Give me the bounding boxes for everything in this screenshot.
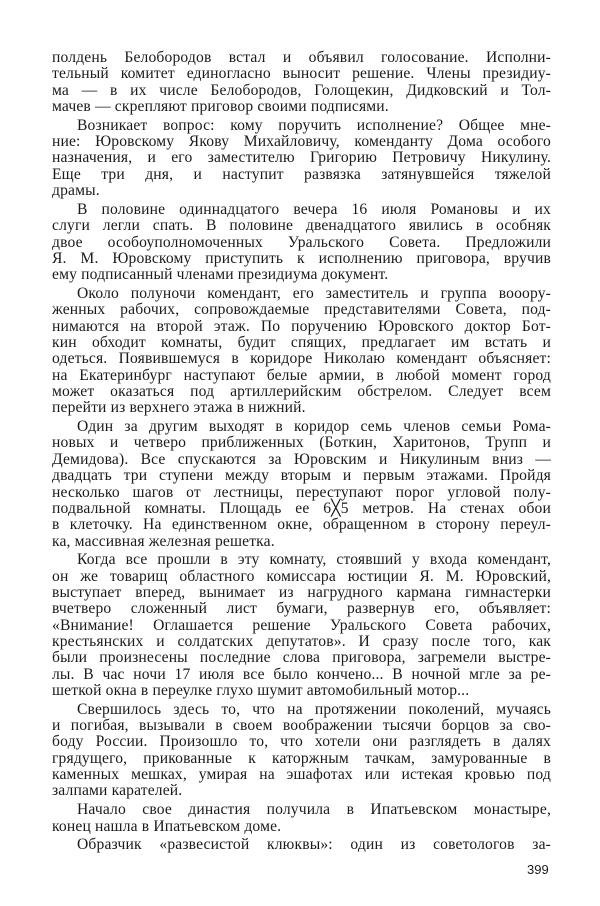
text-line-content: были произнесены последние слова приговора, загремели выстре- xyxy=(52,649,551,667)
text-line-content: ние: Юровскому Якову Михайловичу, коменданту Дома особого xyxy=(52,133,551,151)
text-line-content: кин обходит комнаты, будит спящих, предлагает им встать и xyxy=(52,334,551,352)
text-line-content: двадцать три ступени между вторым и первым этажами. Пройдя xyxy=(52,467,551,485)
text-line-content: ма — в их числе Белобородов, Голощекин, Дидковский и Тол- xyxy=(52,81,551,99)
page-body xyxy=(52,50,551,856)
text-line-content: шеткой окна в переулке глухо шумит автомобильный мотор... xyxy=(52,682,470,700)
text-line-content: Еще три дня, и наступит развязка затянувшейся тяжелой xyxy=(52,165,551,183)
text-line xyxy=(52,601,551,617)
text-line-content: каменных мешках, умирая на эшафотах или истекая кровью под xyxy=(52,766,551,784)
text-line-content: вчетверо сложенный лист бумаги, развернув его, объявляет: xyxy=(52,600,551,618)
text-line xyxy=(52,485,551,501)
text-line xyxy=(52,183,551,199)
text-line-content: ему подписанный членами президиума документ. xyxy=(52,266,389,284)
paragraph xyxy=(52,802,551,835)
text-line xyxy=(52,468,551,484)
paragraph xyxy=(52,837,551,853)
text-line-content: новых и четверо приближенных (Боткин, Харитонов, Трупп и xyxy=(52,434,551,452)
text-line xyxy=(52,501,551,517)
text-line-content: Начало свое династия получила в Ипатьевском монастыре, xyxy=(77,801,551,819)
text-line xyxy=(52,134,551,150)
text-line-content: он же товарищ областного комиссара юстиции Я. М. Юровский, xyxy=(52,567,551,585)
text-line xyxy=(52,50,551,66)
text-line xyxy=(52,368,551,384)
paragraph xyxy=(52,702,551,800)
text-line-content: Один за другим выходят в коридор семь членов семьи Рома- xyxy=(77,418,551,436)
text-line xyxy=(52,302,551,318)
text-line xyxy=(52,837,551,853)
text-line xyxy=(52,783,551,799)
text-line xyxy=(52,251,551,267)
text-line xyxy=(52,569,551,585)
text-line-content: назначения, и его заместителю Григорию Петровичу Никулину. xyxy=(52,149,551,167)
text-line-content: женных рабочих, сопровождаемые представителями Совета, под- xyxy=(52,301,551,319)
text-line xyxy=(52,650,551,666)
text-line xyxy=(52,702,551,718)
text-line xyxy=(52,534,551,550)
paragraph xyxy=(52,419,551,550)
text-line-content: драмы. xyxy=(52,182,100,200)
text-line xyxy=(52,734,551,750)
text-line xyxy=(52,267,551,283)
text-line xyxy=(52,319,551,335)
text-line xyxy=(52,767,551,783)
text-line-content: и погибая, вызывали в своем воображении тысячи борцов за сво- xyxy=(52,717,551,735)
text-line-content: тельный комитет единогласно выносит решение. Члены президиу- xyxy=(52,65,551,83)
paragraph xyxy=(52,552,551,699)
text-line-content: в клеточку. На единственном окне, обращенном в сторону переул- xyxy=(52,516,551,534)
text-line xyxy=(52,802,551,818)
text-line-content: Образчик «развесистой клюквы»: один из советологов за- xyxy=(77,836,551,854)
text-line xyxy=(52,335,551,351)
text-line-content: боду России. Произошло то, что хотели они разглядеть в далях xyxy=(52,733,551,751)
text-line-content: подвальной комнаты. Площадь ее 6╳5 метров. На стенах обои xyxy=(52,499,551,517)
text-line xyxy=(52,751,551,767)
text-line xyxy=(52,150,551,166)
text-line-content: лы. В час ночи 17 июля все было кончено... В ночной мгле за ре- xyxy=(52,665,551,683)
text-line-content: одеться. Появившемуся в коридоре Николаю комендант объясняет: xyxy=(52,350,551,368)
text-line-content: конец нашла в Ипатьевском доме. xyxy=(52,817,282,835)
text-line xyxy=(52,667,551,683)
paragraph xyxy=(52,50,551,115)
text-line xyxy=(52,400,551,416)
text-line-content: несколько шагов от лестницы, переступают порог угловой полу- xyxy=(52,483,551,501)
text-line xyxy=(52,99,551,115)
text-line xyxy=(52,634,551,650)
text-line xyxy=(52,235,551,251)
text-line-content: перейти из верхнего этажа в нижний. xyxy=(52,399,306,417)
text-line-content: Возникает вопрос: кому поручить исполнение? Общее мне- xyxy=(77,116,551,134)
text-line xyxy=(52,552,551,568)
text-line xyxy=(52,718,551,734)
text-line xyxy=(52,218,551,234)
text-line xyxy=(52,66,551,82)
text-line xyxy=(52,286,551,302)
text-line-content: «Внимание! Оглашается решение Уральского Совета рабочих, xyxy=(52,616,551,634)
text-line xyxy=(52,683,551,699)
text-line xyxy=(52,618,551,634)
text-line xyxy=(52,585,551,601)
text-line xyxy=(52,202,551,218)
text-line-content: слуги легли спать. В половине двенадцатого явились в особняк xyxy=(52,217,551,235)
text-line xyxy=(52,819,551,835)
text-line xyxy=(52,517,551,533)
text-line-content: В половине одиннадцатого вечера 16 июля Романовы и их xyxy=(77,200,551,218)
text-line-content: нимаются на второй этаж. По поручению Юровского доктор Бот- xyxy=(52,317,551,335)
text-line-content: крестьянских и солдатских депутатов». И сразу после того, как xyxy=(52,632,551,650)
paragraph xyxy=(52,286,551,417)
text-line-content: грядущего, прикованные к каторжным тачкам, замурованные в xyxy=(52,749,551,767)
text-line-content: Около полуночи комендант, его заместитель и группа вооору- xyxy=(77,284,551,302)
text-line xyxy=(52,167,551,183)
text-line xyxy=(52,435,551,451)
paragraph xyxy=(52,118,551,200)
text-line xyxy=(52,384,551,400)
text-line-content: двое особоуполномоченных Уральского Совета. Предложили xyxy=(52,233,551,251)
text-line xyxy=(52,351,551,367)
text-line xyxy=(52,83,551,99)
text-line-content: на Екатеринбург наступают белые армии, в любой момент город xyxy=(52,366,551,384)
text-line-content: Я. М. Юровскому приступить к исполнению приговора, вручив xyxy=(52,249,551,267)
page-number: 399 xyxy=(527,862,549,877)
text-line-content: Демидова). Все спускаются за Юровским и Никулиным вниз — xyxy=(52,450,551,468)
text-line-content: полдень Белобородов встал и объявил голосование. Исполни- xyxy=(52,49,551,66)
text-line-content: Свершилось здесь то, что на протяжении поколений, мучаясь xyxy=(77,700,551,718)
paragraph xyxy=(52,202,551,284)
text-line-content: мачев — скрепляют приговор своими подписями. xyxy=(52,98,389,116)
text-line-content: залпами карателей. xyxy=(52,782,183,800)
text-line-content: выступает вперед, вынимает из нагрудного кармана гимнастерки xyxy=(52,583,551,601)
text-line xyxy=(52,452,551,468)
text-line-content: ка, массивная железная решетка. xyxy=(52,532,275,550)
text-line-content: может оказаться под артиллерийским обстрелом. Следует всем xyxy=(52,383,551,401)
text-line xyxy=(52,118,551,134)
text-line xyxy=(52,419,551,435)
text-line-content: Когда все прошли в эту комнату, стоявший у входа комендант, xyxy=(77,551,551,569)
